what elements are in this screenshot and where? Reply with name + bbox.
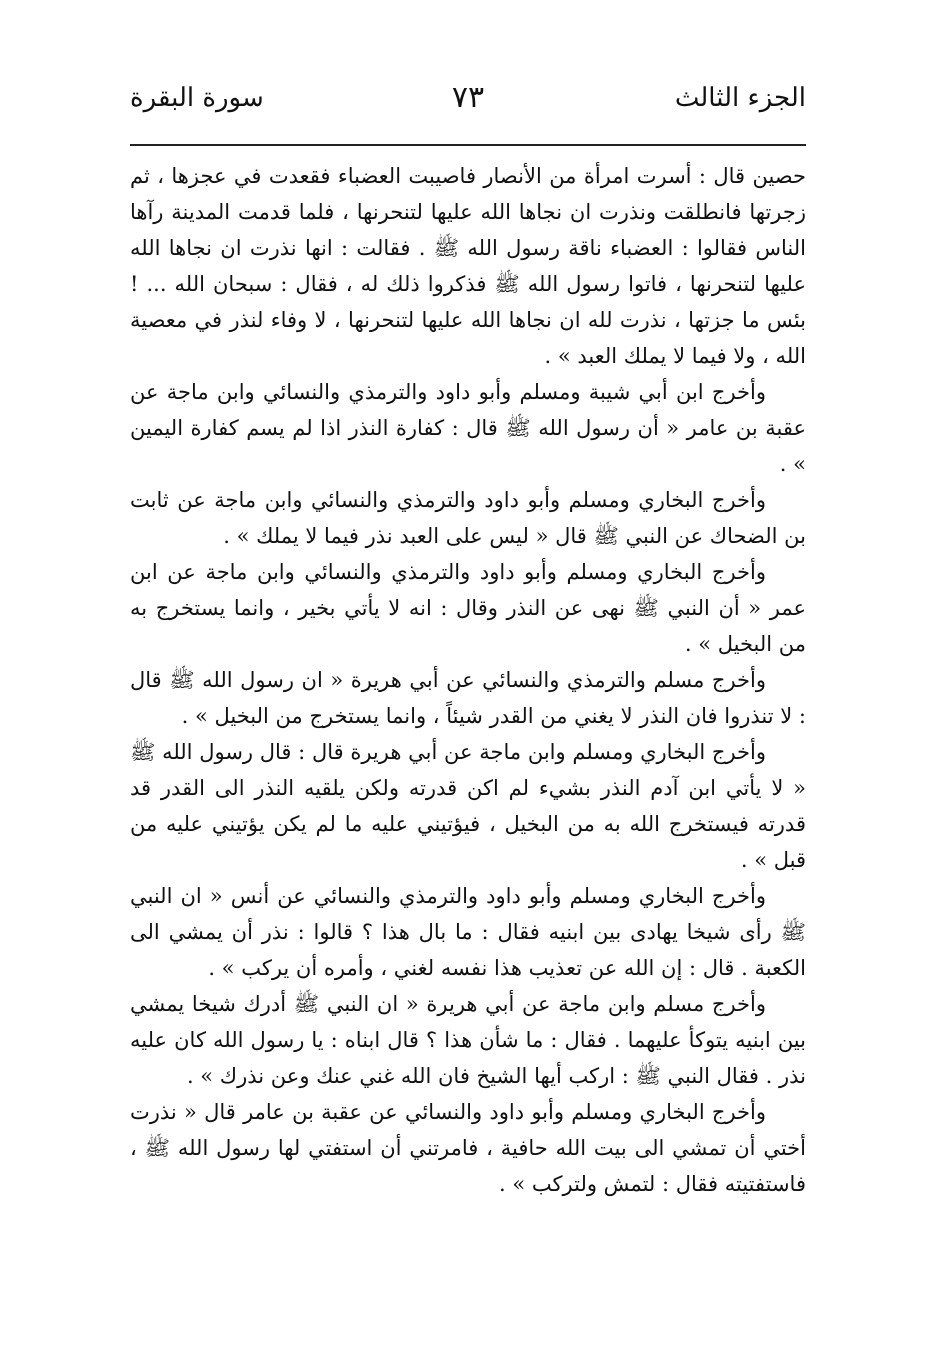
paragraph: وأخرج البخاري ومسلم وأبو داود والترمذي والنسائي عن أنس « ان النبي ﷺ رأى شيخا يهادى بين ابنيه فقال : ما بال هذا ؟ قالوا : نذر أن يمشي الى الكعبة . قال : إن الله عن تعذيب هذا نفسه لغني ، وأمره أن يركب » . xyxy=(130,884,806,980)
paragraph: وأخرج البخاري ومسلم وأبو داود والترمذي والنسائي وابن ماجة عن ابن عمر « أن النبي ﷺ نهى عن النذر وقال : انه لا يأتي بخير ، وانما يستخرج به من البخيل » . xyxy=(130,560,806,656)
paragraph: وأخرج البخاري ومسلم وأبو داود والترمذي والنسائي وابن ماجة عن ثابت بن الضحاك عن النبي ﷺ قال « ليس على العبد نذر فيما لا يملك » . xyxy=(130,488,806,548)
paragraph: وأخرج ابن أبي شيبة ومسلم وأبو داود والترمذي والنسائي وابن ماجة عن عقبة بن عامر « أن رسول الله ﷺ قال : كفارة النذر اذا لم يسم كفارة اليمين » . xyxy=(130,380,806,476)
header-part: الجزء الثالث xyxy=(674,83,806,113)
paragraph: حصين قال : أسرت امرأة من الأنصار فاصيبت العضباء فقعدت في عجزها ، ثم زجرتها فانطلقت ونذرت ان نجاها الله عليها لتنحرنها ، فلما قدمت المدينة رآها الناس فقالوا : العضباء ناقة رسول الله ﷺ . فقالت : انها نذرت ان نجاها الله عليها لتنحرنها ، فاتوا رسول الله ﷺ فذكروا ذلك له ، فقال : سبحان الله ... ! بئس ما جزتها ، نذرت لله ان نجاها الله عليها لتنحرنها ، لا وفاء لنذر في معصية الله ، ولا فيما لا يملك العبد » . xyxy=(130,164,806,368)
paragraph: وأخرج مسلم وابن ماجة عن أبي هريرة « ان النبي ﷺ أدرك شيخا يمشي بين ابنيه يتوكأ عليهما . فقال : ما شأن هذا ؟ قال ابناه : يا رسول الله كان عليه نذر . فقال النبي ﷺ : اركب أيها الشيخ فان الله غني عنك وعن نذرك » . xyxy=(130,992,806,1088)
page-body xyxy=(130,158,806,1202)
header-surah: سورة البقرة xyxy=(130,83,264,113)
page-number: ٧٣ xyxy=(451,80,485,115)
paragraph: وأخرج البخاري ومسلم وأبو داود والنسائي عن عقبة بن عامر قال « نذرت أختي أن تمشي الى بيت الله حافية ، فامرتني أن استفتي لها رسول الله ﷺ ، فاستفتيته فقال : لتمش ولتركب » . xyxy=(130,1100,806,1196)
paragraph: وأخرج البخاري ومسلم وابن ماجة عن أبي هريرة قال : قال رسول الله ﷺ « لا يأتي ابن آدم النذر بشيء لم اكن قدرته ولكن يلقيه النذر الى القدر قد قدرته فيستخرج الله به من البخيل ، فيؤتيني عليه ما لم يكن يؤتيني عليه من قبل » . xyxy=(130,740,806,872)
paragraph: وأخرج مسلم والترمذي والنسائي عن أبي هريرة « ان رسول الله ﷺ قال : لا تنذروا فان النذر لا يغني من القدر شيئاً ، وانما يستخرج من البخيل » . xyxy=(130,668,806,728)
header-divider xyxy=(130,144,806,146)
